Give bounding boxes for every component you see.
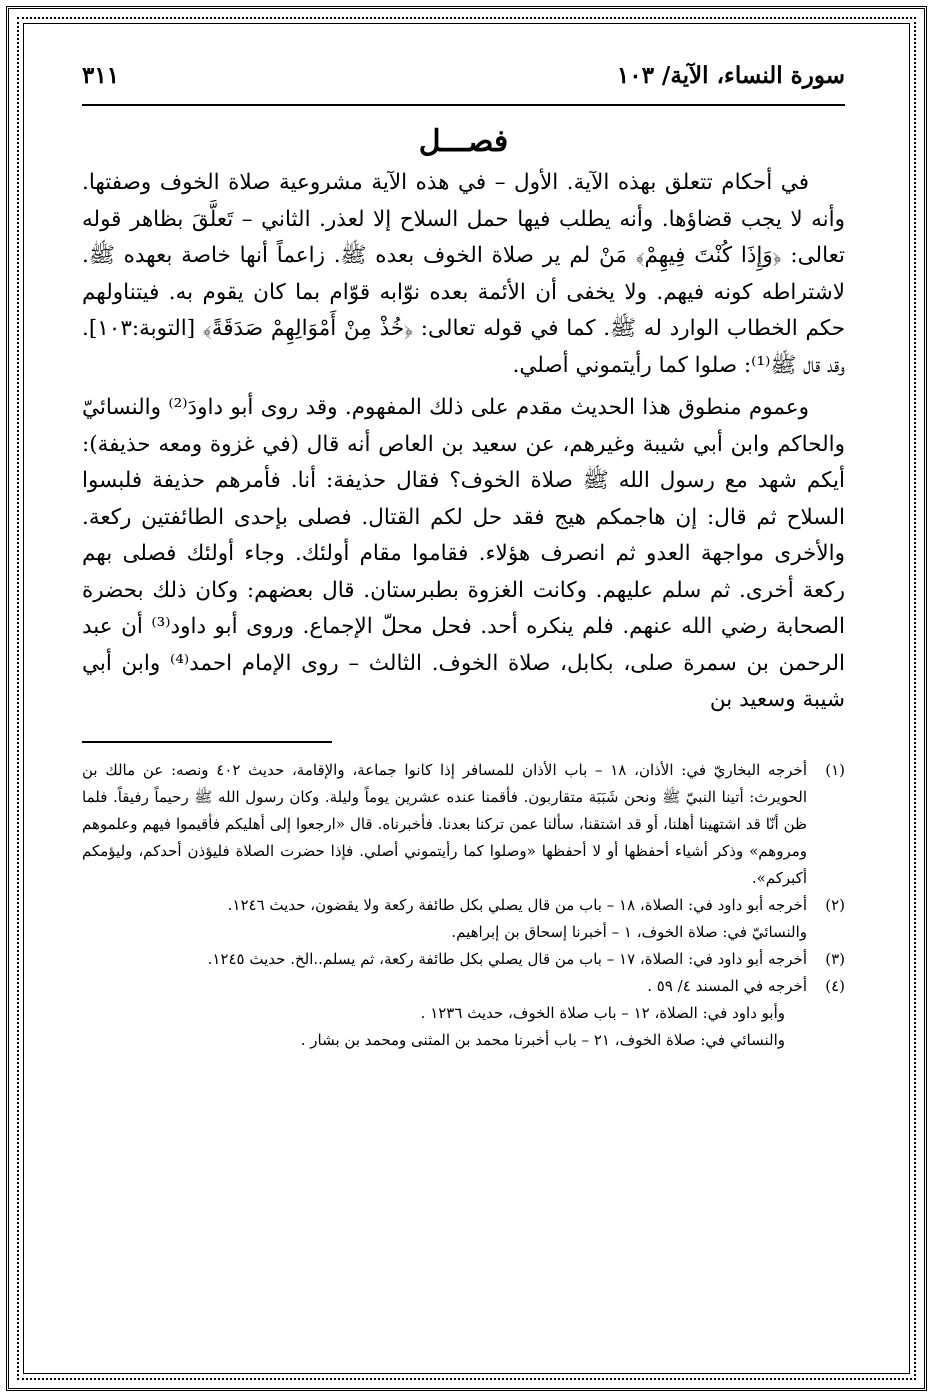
paragraph-2: وعموم منطوق هذا الحديث مقدم على ذلك المفهوم. وقد روى أبو داودَ⁽²⁾ والنسائيّ والحاكم وابن أبي شيبة وغيرهم، عن سعيد بن العاص أنه قال (في غزوة ومعه حذيفة): أيكم شهد مع رسول الله ﷺ صلاة الخوف؟ فقال حذيفة: أنا. فأمرهم حذيفة فلبسوا السلاح ثم قال: إن هاجمكم هيج فقد حل لكم القتال. فصلى بإحدى الطائفتين ركعة. والأخرى مواجهة العدو ثم انصرف هؤلاء. فقاموا مقام أولئك. وجاء أولئك فصلى بهم ركعة أخرى. ثم سلم عليهم. وكانت الغزوة بطبرستان. قال بعضهم: وكان ذلك بحضرة الصحابة رضي الله عنهم. فلم ينكره أحد. فحل محلّ الإجماع. وروى أبو داود⁽³⁾ أن عبد الرحمن بن سمرة صلى، بكابل، صلاة الخوف. الثالث – روى الإمام احمد⁽⁴⁾ وابن أبي شيبة وسعيد بن: [82, 395, 845, 712]
footnote-number: (١): [825, 760, 845, 779]
footnote-4-sub2: والنسائي في: صلاة الخوف، ٢١ – باب أخبرنا محمد بن المثنى ومحمد بن بشار .: [300, 1030, 785, 1049]
header-rule: [82, 104, 845, 106]
footnote-text: أخرجه أبو داود في: الصلاة، ١٨ – باب من قال يصلي بكل طائفة ركعة ولا يقضون، حديث ١٢٤٦.: [227, 895, 807, 914]
footnote-2: [82, 892, 845, 919]
main-text: [82, 165, 845, 719]
footnote-number: (٢): [825, 895, 845, 914]
footnote-4: [82, 973, 845, 1000]
footnotes: [82, 757, 845, 1054]
paragraph-1: في أحكام تتعلق بهذه الآية. الأول – في هذه الآية مشروعية صلاة الخوف وصفتها. وأنه لا يجب قضاؤها. وأنه يطلب فيها حمل السلاح إلا لعذر. الثاني – تَعلَّقَ بظاهر قوله تعالى: ﴿وَإِذَا كُنْتَ فِيهِمْ﴾ مَنْ لم ير صلاة الخوف بعده ﷺ. زاعماً أنها خاصة بعهده ﷺ. لاشتراطه كونه فيهم. ولا يخفى أن الأئمة بعده نوّابه قوّام بما كان يقوم به. فيتناولهم حكم الخطاب الوارد له ﷺ. كما في قوله تعالى: ﴿خُذْ مِنْ أَمْوَالِهِمْ صَدَقَةً﴾ [التوبة:١٠٣]. وقد قال ﷺ⁽¹⁾: صلوا كما رأيتموني أصلي.: [82, 170, 845, 378]
footnote-4-sub: وأبو داود في: الصلاة، ١٢ – باب صلاة الخوف، حديث ١٢٣٦ .: [420, 1003, 785, 1022]
surah-reference: سورة النساء، الآية/ ١٠٣: [616, 62, 845, 89]
footnote-number: (٤): [825, 976, 845, 995]
footnote-2-sub: والنسائيّ في: صلاة الخوف، ١ – أخبرنا إسحاق بن إبراهيم.: [451, 922, 807, 941]
footnote-1: [82, 757, 845, 892]
page-number: ٣١١: [82, 62, 120, 89]
footnote-text: أخرجه في المسند ٤/ ٥٩ .: [647, 976, 807, 995]
footnote-separator: [82, 741, 332, 743]
book-page: [82, 62, 845, 1054]
section-title: فصـــل: [418, 124, 509, 159]
footnote-3: [82, 946, 845, 973]
running-header: [82, 62, 845, 108]
footnote-number: (٣): [825, 949, 845, 968]
footnote-text: أخرجه البخاريّ في: الأذان، ١٨ – باب الأذان للمسافر إذا كانوا جماعة، والإقامة، حديث ٤٠٢ ونصه: عن مالك بن الحويرث: أتينا النبيّ ﷺ ونحن شَبَبَة متقاربون. فأقمنا عنده عشرين يوماً وليلة. وكان رسول الله ﷺ رحيماً رفيقاً. فلما ظن أنّا قد اشتهينا أهلنا، أو قد اشتقنا، سألنا عمن تركنا بعدنا. فأخبرناه. قال «ارجعوا إلى أهليكم فأقيموا فيهم وعلموهم ومروهم» وذكر أشياء أحفظها أو لا أحفظها «وصلوا كما رأيتموني أصلي. فإذا حضرت الصلاة فليؤذن أحدكم، وليؤمكم أكبركم».: [82, 760, 808, 887]
footnote-text: أخرجه أبو داود في: الصلاة، ١٧ – باب من قال يصلي بكل طائفة ركعة، ثم يسلم..الخ. حديث ١٢٤٥.: [207, 949, 807, 968]
